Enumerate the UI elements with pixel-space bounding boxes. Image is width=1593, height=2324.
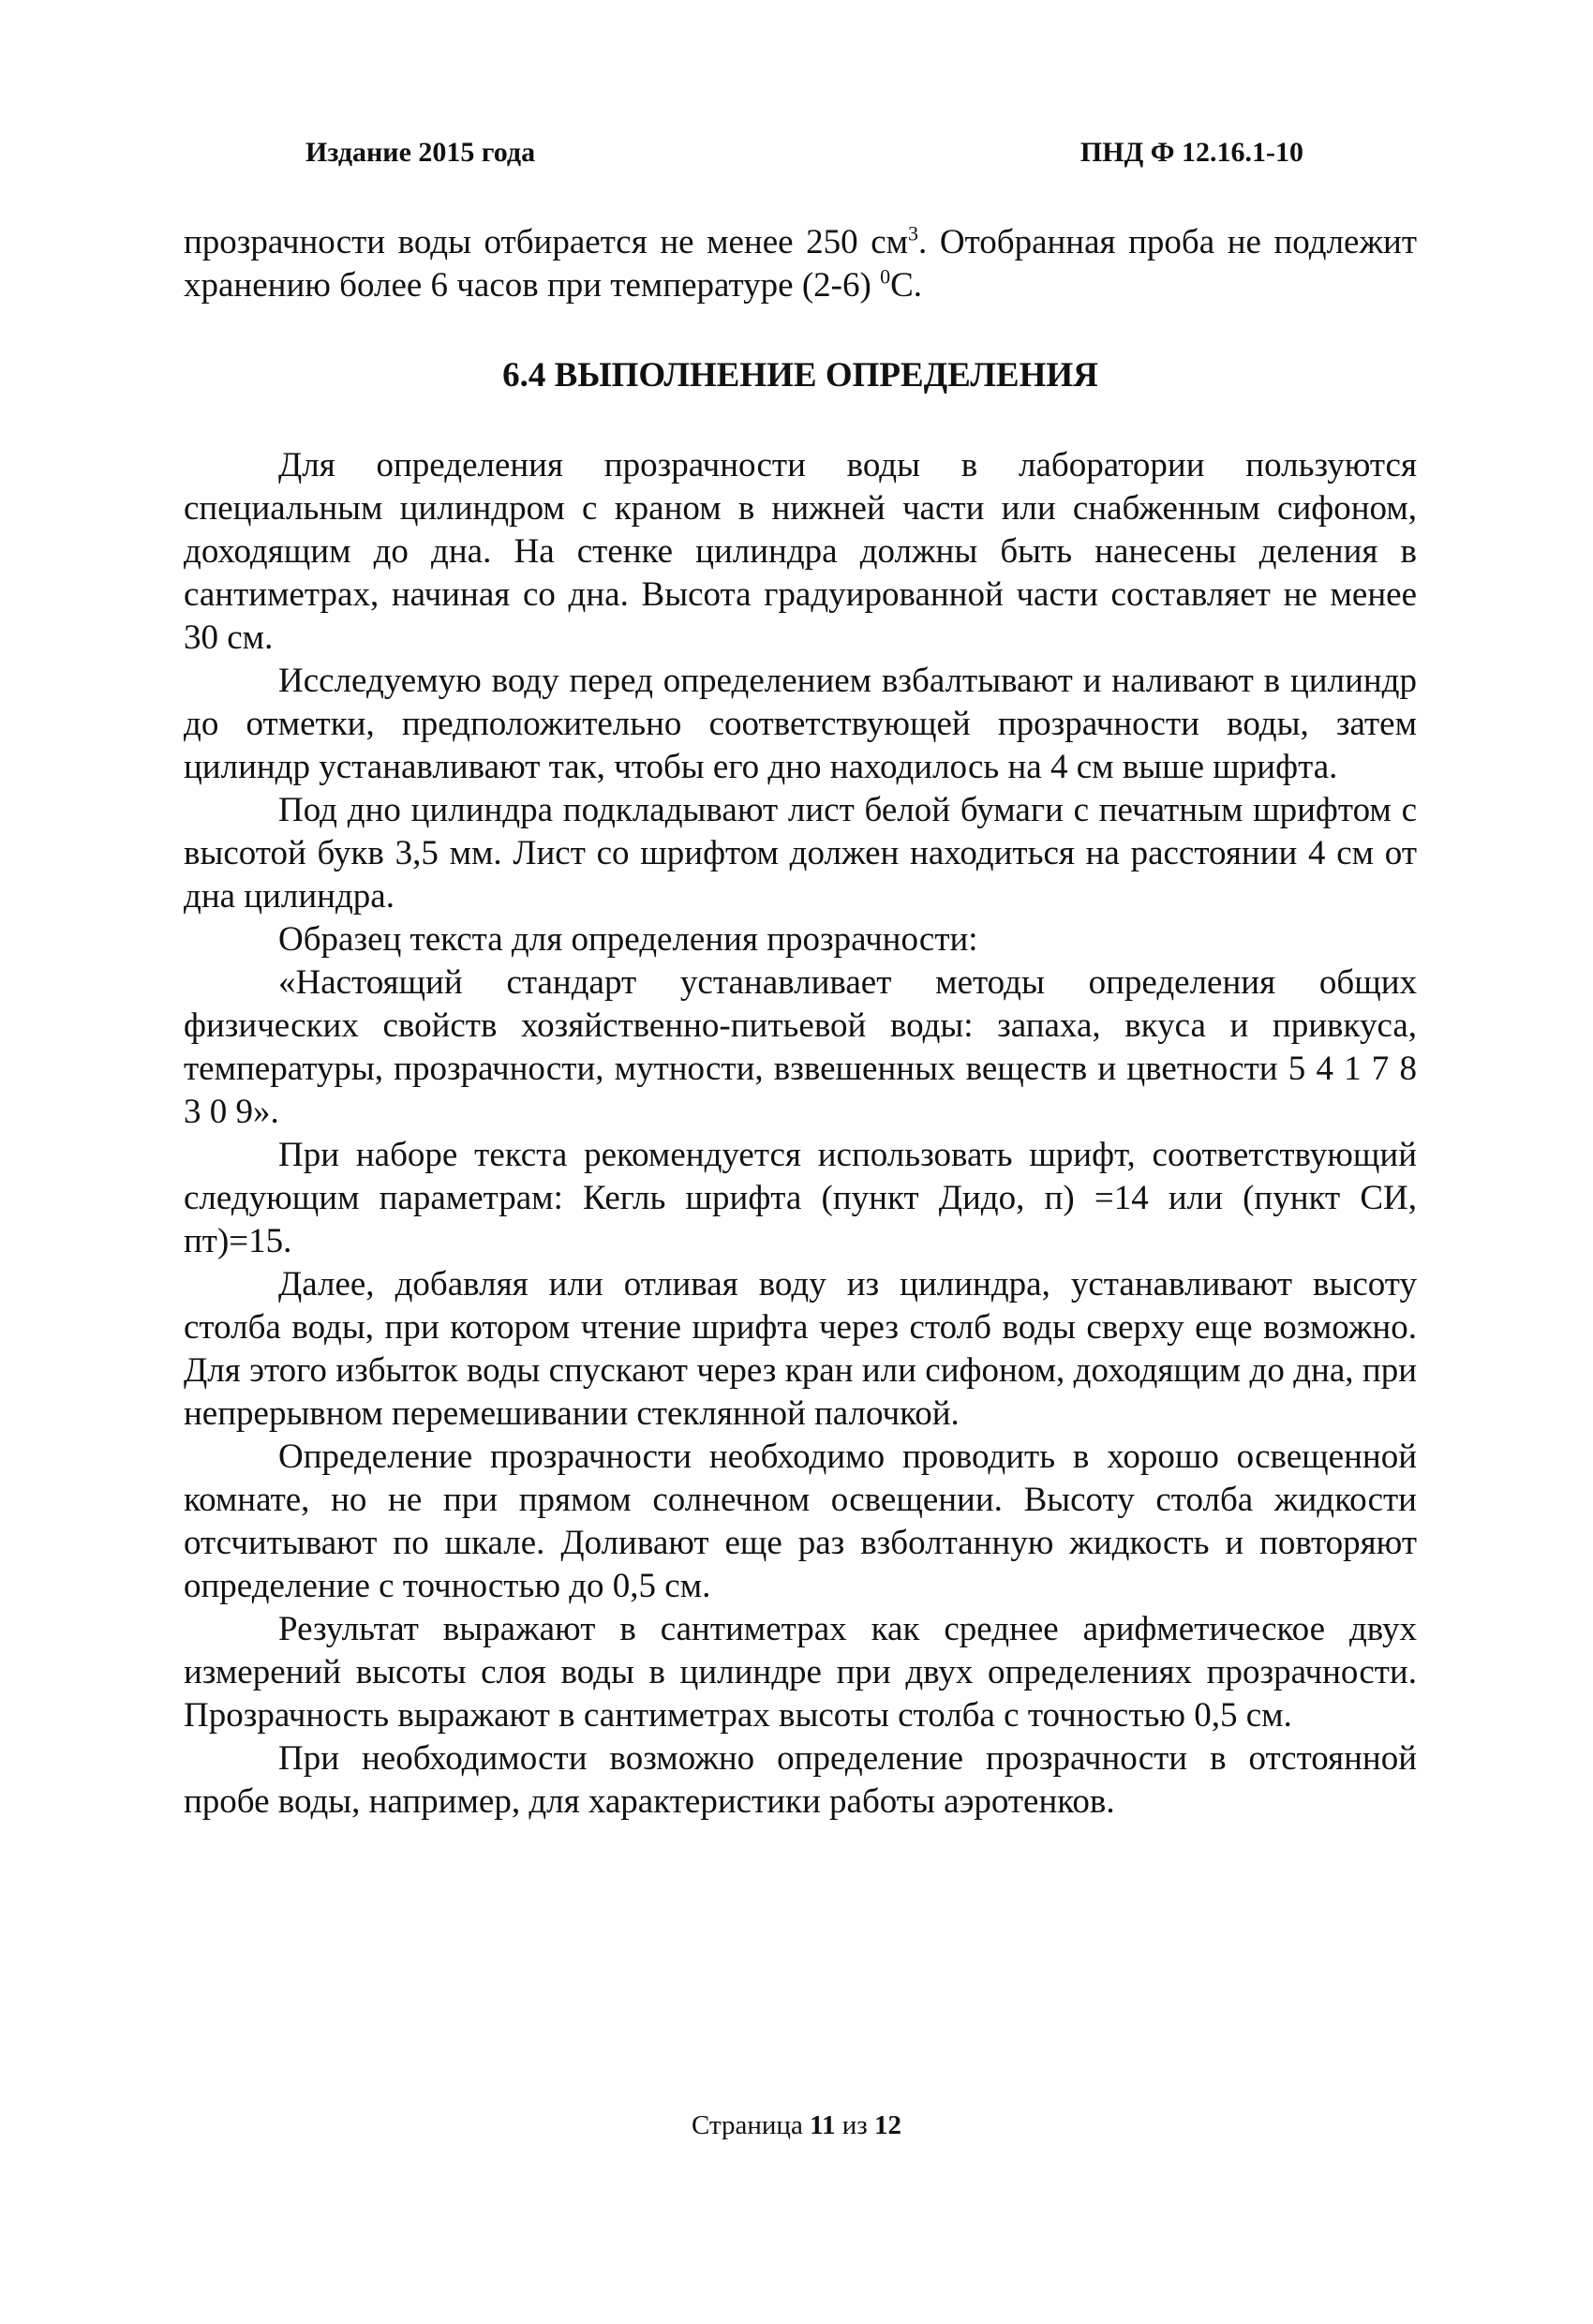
intro-text-b: . Отобранная проба не подлежит хранению более 6 часов при температуре (2-6) (184, 223, 1417, 305)
page-header (305, 137, 1303, 178)
paragraph-lighting: Определение прозрачности необходимо проводить в хорошо освещенной комнате, но не при прямом солнечном освещении. Высоту столба жидкости отсчитывают по шкале. Доливают еще раз взболтанную жидкость и повторяют определение с точностью до 0,5 см. (184, 1438, 1417, 1605)
of-word: из (841, 2110, 868, 2140)
section-title: 6.4 ВЫПОЛНЕНИЕ ОПРЕДЕЛЕНИЯ (502, 356, 1098, 395)
document-code: ПНД Ф 12.16.1-10 (1079, 137, 1303, 168)
paragraph-result: Результат выражают в сантиметрах как среднее арифметическое двух измерений высоты слоя воды в цилиндре при двух определениях прозрачности. Прозрачность выражают в сантиметрах высоты столба с точностью 0,5 см. (184, 1610, 1417, 1735)
document-body (184, 221, 1417, 1824)
paragraph-cylinder: Для определения прозрачности воды в лаборатории пользуются специальным цилиндром с краном в нижней части или снабженным сифоном, доходящим до дна. На стенке цилиндра должны быть нанесены деления в сантиметрах, начиная со дна. Высота градуированной части составляет не менее 30 см. (184, 446, 1417, 657)
intro-text-c: С. (890, 266, 923, 305)
page-word: Страница (692, 2110, 803, 2140)
paragraph-font: При наборе текста рекомендуется использовать шрифт, соответствующий следующим параметрам: Кегль шрифта (пункт Дидо, п) =14 или (пункт СИ, пт)=15. (184, 1136, 1417, 1260)
paragraph-paper: Под дно цилиндра подкладывают лист белой бумаги с печатным шрифтом с высотой букв 3,5 мм. Лист со шрифтом должен находиться на расстоянии 4 см от дна цилиндра. (184, 791, 1417, 916)
page-footer (0, 2110, 1593, 2141)
intro-paragraph (184, 221, 1417, 307)
paragraph-sample-text: «Настоящий стандарт устанавливает методы определения общих физических свойств хозяйственно-питьевой воды: запаха, вкуса и привкуса, температуры, прозрачности, мутности, взвешенных веществ и цветности 5 4 1 7 8 3 0 9». (184, 963, 1417, 1131)
paragraph-settled: При необходимости возможно определение прозрачности в отстоянной пробе воды, например, для характеристики работы аэротенков. (184, 1739, 1417, 1821)
paragraph-filling: Исследуемую воду перед определением взбалтывают и наливают в цилиндр до отметки, предположительно соответствующей прозрачности воды, затем цилиндр устанавливают так, чтобы его дно находилось на 4 см выше шрифта. (184, 662, 1417, 786)
intro-superscript-a: 3 (908, 221, 919, 246)
intro-text-a: прозрачности воды отбирается не менее 250 см (184, 223, 909, 261)
paragraph-sample-intro: Образец текста для определения прозрачности: (278, 920, 978, 959)
edition-label: Издание 2015 года (305, 137, 536, 168)
paragraph-adjusting: Далее, добавляя или отливая воду из цилиндра, устанавливают высоту столба воды, при котором чтение шрифта через столб воды сверху еще возможно. Для этого избыток воды спускают через кран или сифоном, доходящим до дна, при непрерывном перемешивании стеклянной палочкой. (184, 1265, 1417, 1433)
intro-superscript-b: 0 (880, 264, 891, 289)
page-total: 12 (873, 2110, 901, 2140)
page-current: 11 (810, 2110, 836, 2140)
